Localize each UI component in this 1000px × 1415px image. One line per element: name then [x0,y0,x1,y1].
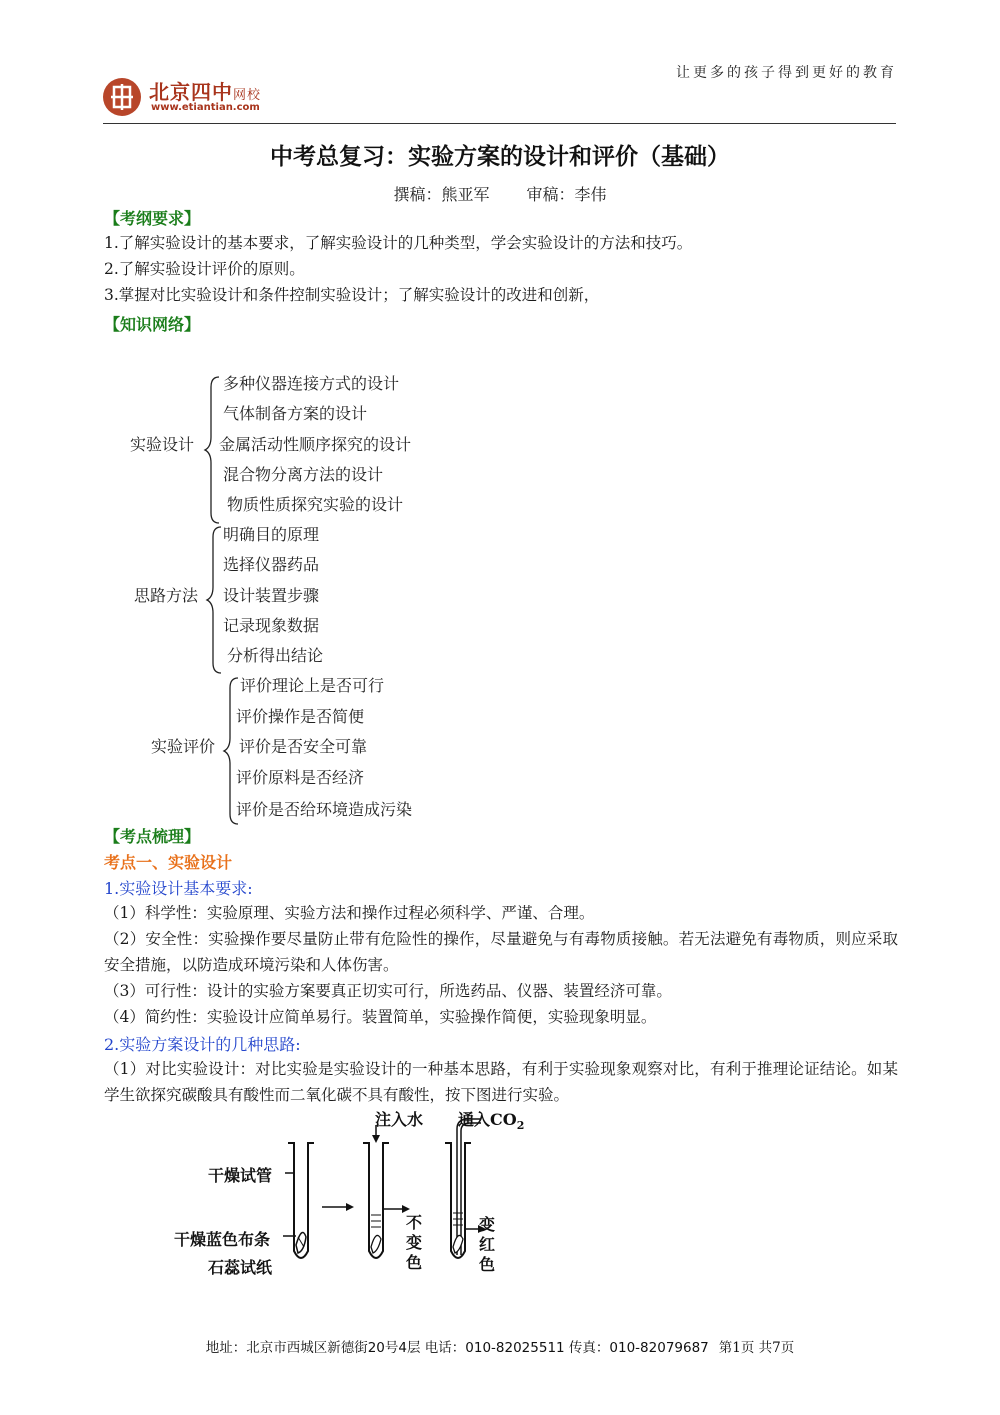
header-rule [103,123,896,124]
tree-item: 明确目的原理 [223,525,320,544]
sub1-item-3: （3）可行性：设计的实验方案要真正切实可行，所选药品、仪器、装置经济可靠。 [104,982,672,1000]
label-litmus-paper: 石蕊试纸 [208,1258,273,1277]
tree-label-method: 思路方法 [134,586,199,605]
label-turns-red [479,1215,497,1275]
author: 撰稿：熊亚军 [393,185,490,204]
tree-item: 分析得出结论 [227,646,324,665]
logo-emblem-icon [103,78,141,116]
tree-label-evaluation: 实验评价 [151,737,216,756]
tree-item: 物质性质探究实验的设计 [227,495,404,514]
point1-heading: 考点一、实验设计 [104,853,233,872]
sub2-text: （1）对比实验设计：对比实验是实验设计的一种基本思路，有利于实验现象观察对比，有利于推理论证结论。如某学生欲探究碳酸具有酸性而二氧化碳不具有酸性，按下图进行实验。 [104,1060,898,1104]
page-number: 第1页 共7页 [718,1340,795,1356]
tree-item: 混合物分离方法的设计 [223,465,384,484]
page-title: 中考总复习：实验方案的设计和评价（基础） [270,144,730,170]
sub1-item-2: （2）安全性：实验操作要尽量防止带有危险性的操作，尽量避免与有毒物质接触。若无法避免有毒物质，则应采取安全措施，以防造成环境污染和人体伤害。 [104,930,898,974]
page-footer [0,1336,1000,1356]
school-logo [103,76,303,120]
tree-item: 评价操作是否简便 [236,707,365,726]
points-heading: 【考点梳理】 [104,827,201,846]
label-no-change-char: 变 [406,1233,423,1252]
requirements-heading: 【考纲要求】 [104,209,201,228]
tree-item: 评价理论上是否可行 [240,676,385,695]
header-slogan: 让更多的孩子得到更好的教育 [676,65,897,81]
label-turns-red-char: 变 [479,1215,496,1234]
tree-item: 金属活动性顺序探究的设计 [219,435,412,454]
label-co2-prefix: 通入CO [458,1110,517,1129]
tree-item: 气体制备方案的设计 [223,404,368,423]
label-dry-tube: 干燥试管 [208,1166,273,1185]
sub1-heading: 1.实验设计基本要求: [104,879,253,898]
tree-item: 多种仪器连接方式的设计 [223,374,400,393]
authors-line [0,182,1000,205]
label-co2-subscript: 2 [516,1119,525,1133]
label-turns-red-char: 红 [479,1235,496,1254]
label-dry-blue-cloth: 干燥蓝色布条 [174,1230,271,1249]
tree-item: 记录现象数据 [223,616,320,635]
network-heading: 【知识网络】 [104,315,201,334]
tree-item: 评价原料是否经济 [236,768,365,787]
label-no-change-char: 不 [406,1213,423,1232]
sub1-item-4: （4）简约性：实验设计应简单易行。装置简单，实验操作简便，实验现象明显。 [104,1008,657,1026]
tree-item: 评价是否安全可靠 [239,737,368,756]
requirement-2: 2.了解实验设计评价的原则。 [104,260,305,278]
tree-item: 评价是否给环境造成污染 [236,800,413,819]
footer-address: 地址：北京市西城区新德街20号4层 电话：010-82025511 传真：010-82079687 [205,1340,709,1356]
logo-name-main: 北京四中 [149,80,233,104]
label-no-change [406,1213,424,1273]
sub2-heading: 2.实验方案设计的几种思路: [104,1035,301,1054]
logo-url: www.etiantian.com [151,102,260,113]
tree-item: 选择仪器药品 [223,555,320,574]
experiment-diagram [170,1105,540,1285]
requirement-3: 3.掌握对比实验设计和条件控制实验设计；了解实验设计的改进和创新， [104,286,600,304]
brace-icon [205,525,225,675]
tree-label-design: 实验设计 [130,435,195,454]
logo-name [149,76,261,105]
requirement-1: 1.了解实验设计的基本要求，了解实验设计的几种类型，学会实验设计的方法和技巧。 [104,234,693,252]
tree-item: 设计装置步骤 [223,586,320,605]
label-no-change-char: 色 [406,1253,423,1272]
label-turns-red-char: 色 [479,1255,496,1274]
label-pass-co2 [458,1107,524,1132]
logo-name-sub: 网校 [233,88,262,103]
reviewer: 审稿：李伟 [526,185,607,204]
label-add-water: 注入水 [375,1110,424,1129]
sub1-item-1: （1）科学性：实验原理、实验方法和操作过程必须科学、严谨、合理。 [104,904,595,922]
